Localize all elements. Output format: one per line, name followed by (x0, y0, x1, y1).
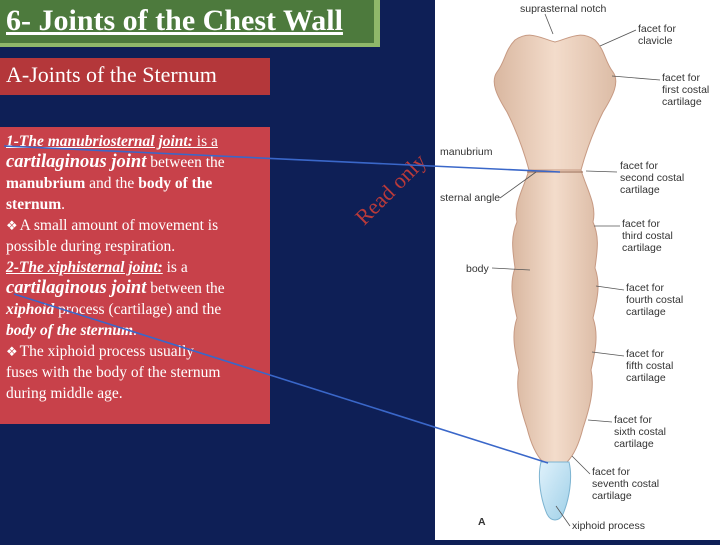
label-facet-seventh: facet for (592, 466, 630, 478)
label-facet-first: first costal (662, 84, 710, 96)
label-facet-sixth: cartilage (614, 438, 654, 450)
label-facet-sixth: facet for (614, 414, 652, 426)
text-fragment: xiphoid (6, 301, 55, 318)
text-fragment: between the (146, 280, 225, 297)
text-fragment: . (61, 196, 65, 213)
label-body: body (466, 263, 489, 275)
label-facet-clavicle: facet for (638, 23, 676, 35)
text-fragment: and the (85, 175, 139, 192)
label-facet-first: cartilage (662, 96, 702, 108)
text-fragment: process (cartilage) and the (54, 301, 222, 318)
label-facet-fifth: facet for (626, 348, 664, 360)
label-facet-second: second costal (620, 172, 685, 184)
leader-line (500, 172, 536, 198)
leader-line (592, 352, 624, 356)
label-facet-seventh: seventh costal (592, 478, 660, 490)
leader-line (596, 286, 624, 290)
text-fragment: cartilaginous joint (6, 278, 147, 298)
label-facet-third: cartilage (622, 242, 662, 254)
manubriosternal-pointer-line (4, 146, 560, 172)
label-facet-fourth: cartilage (626, 306, 666, 318)
manubriosternal-heading: 1-The manubriosternal joint: (6, 133, 193, 150)
text-fragment: cartilaginous joint (6, 152, 147, 172)
text-fragment: body of the sternum (6, 322, 134, 339)
diamond-bullet-icon: ❖ (6, 218, 18, 233)
label-facet-third: third costal (622, 230, 673, 242)
label-facet-clavicle: clavicle (638, 35, 673, 47)
text-fragment: body of the (138, 175, 213, 192)
label-suprasternal-notch: suprasternal notch (520, 3, 607, 15)
label-facet-fourth: facet for (626, 282, 664, 294)
text-fragment: . (133, 322, 137, 339)
label-facet-fifth: fifth costal (626, 360, 674, 372)
leader-line (545, 14, 553, 34)
label-facet-fourth: fourth costal (626, 294, 684, 306)
text-fragment: fuses with the body of the sternum (6, 364, 221, 381)
leader-line (572, 456, 590, 474)
leader-line (586, 171, 617, 172)
label-manubrium: manubrium (440, 146, 493, 158)
text-fragment: possible during respiration. (6, 238, 176, 255)
label-facet-third: facet for (622, 218, 660, 230)
label-facet-first: facet for (662, 72, 700, 84)
label-facet-seventh: cartilage (592, 490, 632, 502)
slide-subtitle: A-Joints of the Sternum (6, 62, 217, 87)
text-fragment: The xiphoid process usually (19, 343, 195, 360)
leader-line (588, 420, 612, 422)
leader-line (612, 76, 660, 80)
leader-line (492, 268, 530, 270)
label-sternal-angle: sternal angle (440, 192, 501, 204)
leader-line (556, 506, 570, 526)
text-fragment: is a (192, 133, 218, 150)
diamond-bullet-icon: ❖ (6, 344, 18, 359)
xiphisternal-heading: 2-The xiphisternal joint: (6, 259, 163, 276)
text-fragment: between the (146, 154, 225, 171)
label-facet-sixth: sixth costal (614, 426, 666, 438)
label-facet-second: facet for (620, 160, 658, 172)
text-fragment: manubrium (6, 175, 86, 192)
text-fragment: is a (162, 259, 188, 276)
label-panel-letter: A (478, 516, 486, 528)
label-facet-fifth: cartilage (626, 372, 666, 384)
slide-title: 6- Joints of the Chest Wall (6, 4, 343, 37)
text-fragment: during middle age. (6, 385, 123, 402)
text-fragment: sternum (6, 196, 62, 213)
leader-line (600, 30, 636, 46)
label-facet-second: cartilage (620, 184, 660, 196)
xiphisternal-pointer-line (14, 294, 548, 463)
text-fragment: A small amount of movement is (19, 217, 219, 234)
label-xiphoid-process: xiphoid process (572, 520, 645, 532)
read-only-watermark: Read only (350, 148, 432, 230)
